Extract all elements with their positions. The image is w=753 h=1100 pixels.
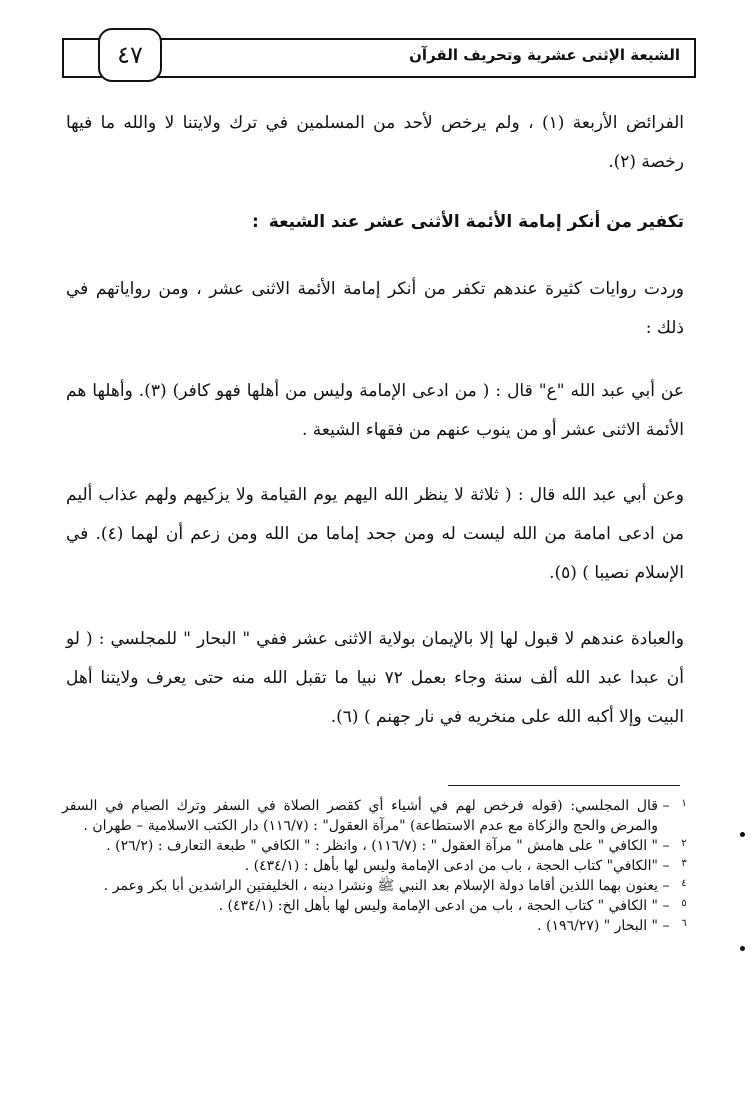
footnote-5 — [62, 896, 694, 916]
footnote-number: ٤ — [681, 878, 687, 889]
footnote-1 — [62, 796, 694, 836]
footnote-3 — [62, 856, 694, 876]
footnote-text: يعنون بهما اللذين أقاما دولة الإسلام بعد النبي ﷺ ونشرا دينه ، الخليفتين الراشدين أبا بكر وعمر . — [103, 878, 658, 894]
footnote-dash: – — [662, 838, 670, 854]
footnote-6 — [62, 916, 694, 936]
footnote-text: " الكافي " على هامش " مرآة العقول " : (١١٦/٧) ، وانظر : " الكافي " طبعة التعارف : (٢٦/٢) . — [106, 838, 658, 854]
footnote-text: " البحار " (١٩٦/٢٧) . — [537, 918, 658, 934]
footnote-number: ١ — [681, 798, 687, 809]
footnote-dash: – — [662, 878, 670, 894]
footnote-number: ٣ — [681, 858, 687, 869]
footnote-dash: – — [662, 858, 670, 874]
footnote-dash: – — [662, 798, 670, 814]
section-heading-text: تكفير من أنكر إمامة الأئمة الأثنى عشر عند الشيعة — [268, 212, 684, 232]
footnotes — [62, 796, 694, 936]
page-number: ٤٧ — [98, 28, 162, 82]
margin-mark — [740, 946, 745, 951]
footnote-number: ٥ — [681, 898, 687, 909]
footnote-number: ٢ — [681, 838, 687, 849]
footnote-2 — [62, 836, 694, 856]
footnote-text: قال المجلسي: (قوله فرخص لهم في أشياء أي كقصر الصلاة في السفر وترك الصيام في السفر والمرض والحج والزكاة مع عدم الاستطاعة) "مرآة العقول" : (١١٦/٧) دار الكتب الاسلامية – طهران . — [62, 798, 658, 834]
paragraph-4: وعن أبي عبد الله قال : ( ثلاثة لا ينظر الله اليهم يوم القيامة ولا يزكيهم ولهم عذاب أليم من ادعى امامة من الله ليست له ومن جحد إماما من الله ومن زعم أن لهما (٤). في الإسلام نصيبا ) (٥). — [66, 485, 684, 583]
paragraph-5: والعبادة عندهم لا قبول لها إلا بالإيمان بولاية الاثنى عشر ففي " البحار " للمجلسي : ( لو أن عبدا عبد الله ألف سنة وجاء بعمل ٧٢ نبيا ما تقبل الله منه حتى يعرف ولايتنا أهل البيت وإلا أكبه الله على منخريه في نار جهنم ) (٦). — [66, 629, 684, 727]
footnote-text: " الكافي " كتاب الحجة ، باب من ادعى الإمامة وليس لها بأهل الخ: (٤٣٤/١) . — [218, 898, 658, 914]
footnote-separator — [448, 785, 680, 786]
footnote-dash: – — [662, 918, 670, 934]
footnote-number: ٦ — [681, 918, 687, 929]
footnote-4 — [62, 876, 694, 896]
margin-mark — [740, 832, 745, 837]
footnote-dash: – — [662, 898, 670, 914]
paragraph-3: عن أبي عبد الله "ع" قال : ( من ادعى الإمامة وليس من أهلها فهو كافر) (٣). وأهلها هم الأئمة الاثنى عشر أو من ينوب عنهم من فقهاء الشيعة . — [66, 381, 684, 440]
section-heading-colon: : — [251, 212, 259, 232]
paragraph-1: الفرائض الأربعة (١) ، ولم يرخص لأحد من المسلمين في ترك ولايتنا لا والله ما فيها رخصة (٢). — [66, 113, 685, 172]
running-title: الشيعة الإثنى عشرية وتحريف القرآن — [409, 46, 680, 64]
paragraph-2: وردت روايات كثيرة عندهم تكفر من أنكر إمامة الأئمة الاثنى عشر ، ومن رواياتهم في ذلك : — [66, 279, 684, 338]
section-heading — [66, 212, 684, 232]
footnote-text: "الكافي" كتاب الحجة ، باب من ادعى الإمامة وليس لها بأهل : (٤٣٤/١) . — [244, 858, 658, 874]
